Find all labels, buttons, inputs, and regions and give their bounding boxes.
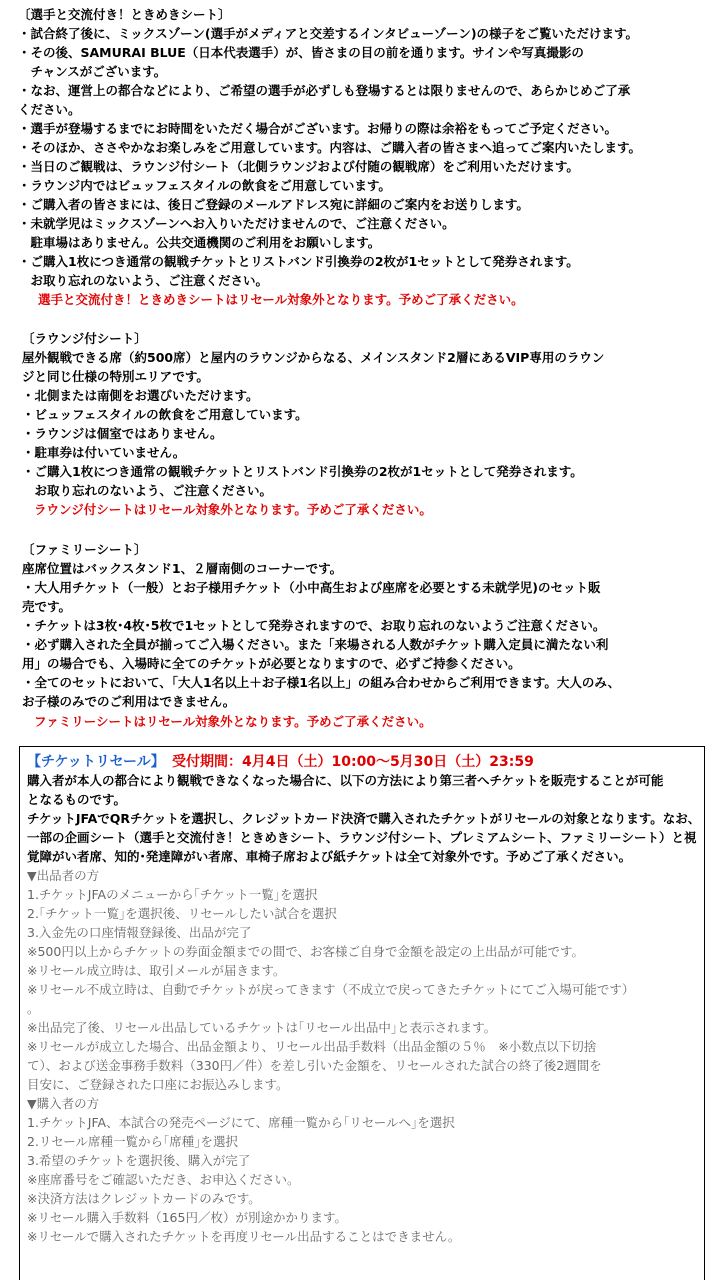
note-line: 目安に、ご登録された口座にお振込みします。 bbox=[27, 1077, 289, 1092]
text-line: ・未就学児はミックスゾーンへお入りいただけませんので、ご注意ください。 bbox=[18, 216, 455, 231]
text-line: ジと同じ仕様の特別エリアです。 bbox=[22, 369, 209, 384]
text-line: ・ご購入1枚につき通常の観戦チケットとリストバンド引換券の2枚が1セットとして発券されます。 bbox=[22, 464, 583, 479]
text-line: ・ご購入者の皆さまには、後日ご登録のメールアドレス宛に詳細のご案内をお送りします。 bbox=[18, 197, 529, 212]
text-line: 駐車場はありません。公共交通機関のご利用をお願いします。 bbox=[18, 235, 381, 250]
section-heading: 〔選手と交流付き！ときめきシート〕 bbox=[18, 7, 231, 22]
note-line: ※リセールが成立した場合、出品金額より、リセール出品手数料（出品金額の５％ ※小数点以下切捨 bbox=[27, 1039, 597, 1054]
note-line: ※リセール成立時は、取引メールが届きます。 bbox=[27, 963, 286, 978]
note-line: て）、および送金事務手数料（330円／件）を差し引いた金額を、リセールされた試合の終了後2週間を bbox=[27, 1058, 602, 1073]
text-line: 座席位置はバックスタンド1、２層南側のコーナーです。 bbox=[22, 561, 343, 576]
text-line: チャンスがございます。 bbox=[18, 64, 167, 79]
text-line: ください。 bbox=[18, 102, 81, 117]
seller-heading: ▼出品者の方 bbox=[27, 868, 100, 883]
note-line: ※座席番号をご確認いただき、お申込ください。 bbox=[27, 1172, 300, 1187]
note-line: ※リセール不成立時は、自動でチケットが戻ってきます（不成立で戻ってきたチケットにてご入場可能です） bbox=[27, 982, 635, 997]
step-line: 3.入金先の口座情報登録後、出品が完了 bbox=[27, 925, 252, 940]
note-line: ※リセール購入手数料（165円／枚）が別途かかります。 bbox=[27, 1210, 347, 1225]
text-line: お子様のみでのご利用はできません。 bbox=[22, 694, 236, 709]
text-line: ・ラウンジは個室ではありません。 bbox=[22, 426, 223, 441]
text-line: ・なお、運営上の都合などにより、ご希望の選手が必ずしも登場するとは限りませんので、あらかじめご了承 bbox=[18, 83, 631, 98]
text-line: ・ご購入1枚につき通常の観戦チケットとリストバンド引換券の2枚が1セットとして発券されます。 bbox=[18, 254, 579, 269]
buyer-heading: ▼購入者の方 bbox=[27, 1096, 100, 1111]
text-line: となるものです。 bbox=[27, 792, 127, 807]
note-line: ※リセールで購入されたチケットを再度リセール出品することはできません。 bbox=[27, 1229, 461, 1244]
step-line: 1.チケットJFA、本試合の発売ページにて、席種一覧から｢リセールへ｣を選択 bbox=[27, 1115, 455, 1130]
resale-exclusion-note: ファミリーシートはリセール対象外となります。予めご了承ください。 bbox=[34, 714, 432, 729]
text-line: 屋外観戦できる席（約500席）と屋内のラウンジからなる、メインスタンド2層にあるVIP専用のラウン bbox=[22, 350, 605, 365]
text-line: ・ラウンジ内ではビュッフェスタイルの飲食をご用意しています。 bbox=[18, 178, 391, 193]
text-line: お取り忘れのないよう、ご注意ください。 bbox=[22, 483, 273, 498]
step-line: 1.チケットJFAのメニューから｢チケット一覧｣を選択 bbox=[27, 887, 318, 902]
text-line: チケットJFAでQRチケットを選択し、クレジットカード決済で購入されたチケットがリセールの対象となります。なお、 bbox=[27, 811, 701, 826]
text-line: ・北側または南側をお選びいただけます。 bbox=[22, 388, 259, 403]
step-line: 2.｢チケット一覧｣を選択後、リセールしたい試合を選択 bbox=[27, 906, 337, 921]
resale-period: 受付期間：4月4日（土）10:00～5月30日（土）23:59 bbox=[172, 754, 534, 770]
text-line: ・必ず購入された全員が揃ってご入場ください。また「来場される人数がチケット購入定員に満たない利 bbox=[22, 637, 609, 652]
step-line: 3.希望のチケットを選択後、購入が完了 bbox=[27, 1153, 251, 1168]
resale-title: 【チケットリセール】 bbox=[27, 754, 165, 770]
step-line: 2.リセール席種一覧から｢席種｣を選択 bbox=[27, 1134, 239, 1149]
section-heading: 〔ラウンジ付シート〕 bbox=[22, 331, 147, 346]
resale-exclusion-note: 選手と交流付き！ときめきシートはリセール対象外となります。予めご了承ください。 bbox=[38, 292, 524, 307]
text-line: 一部の企画シート（選手と交流付き！ときめきシート、ラウンジ付シート、プレミアムシート、ファミリーシート）と視 bbox=[27, 830, 697, 845]
note-line: ※出品完了後、リセール出品しているチケットは｢リセール出品中｣と表示されます。 bbox=[27, 1020, 497, 1035]
text-line: ・当日のご観戦は、ラウンジ付シート（北側ラウンジおよび付随の観戦席）をご利用いただけます。 bbox=[18, 159, 579, 174]
text-line: 購入者が本人の都合により観戦できなくなった場合に、以下の方法により第三者へチケットを販売することが可能 bbox=[27, 773, 664, 788]
section-heading: 〔ファミリーシート〕 bbox=[22, 542, 147, 557]
text-line: ・ビュッフェスタイルの飲食をご用意しています。 bbox=[22, 407, 308, 422]
text-line: 売です。 bbox=[22, 599, 72, 614]
text-line: お取り忘れのないよう、ご注意ください。 bbox=[18, 273, 269, 288]
text-line: ・選手が登場するまでにお時間をいただく場合がございます。お帰りの際は余裕をもってご予定ください。 bbox=[18, 121, 618, 136]
resale-exclusion-note: ラウンジ付シートはリセール対象外となります。予めご了承ください。 bbox=[34, 502, 432, 517]
text-line: ・その後、SAMURAI BLUE（日本代表選手）が、皆さまの目の前を通ります。サインや写真撮影の bbox=[18, 45, 584, 60]
text-line: ・全てのセットにおいて、「大人1名以上＋お子様1名以上」の組み合わせからご利用できます。大人のみ、 bbox=[22, 675, 621, 690]
text-line: ・大人用チケット（一般）とお子様用チケット（小中高生および座席を必要とする未就学児)のセット販 bbox=[22, 580, 601, 595]
note-line: 。 bbox=[27, 1001, 40, 1016]
note-line: ※決済方法はクレジットカードのみです。 bbox=[27, 1191, 261, 1206]
text-line: ・試合終了後に、ミックスゾーン(選手がメディアと交差するインタビューゾーン)の様子をご覧いただけます。 bbox=[18, 26, 639, 41]
text-line: ・チケットは3枚･4枚･5枚で1セットとして発券されますので、お取り忘れのないようご注意ください。 bbox=[22, 618, 606, 633]
text-line: 覚障がい者席、知的･発達障がい者席、車椅子席および紙チケットは全て対象外です。予めご了承ください。 bbox=[27, 849, 632, 864]
text-line: 用」の場合でも、入場時に全てのチケットが必要となりますので、必ずご持参ください。 bbox=[22, 656, 521, 671]
text-line: ・そのほか、ささやかなお楽しみをご用意しています。内容は、ご購入者の皆さまへ追ってご案内いたします。 bbox=[18, 140, 642, 155]
text-line: ・駐車券は付いていません。 bbox=[22, 445, 186, 460]
note-line: ※500円以上からチケットの券面金額までの間で、お客様ご自身で金額を設定の上出品が可能です。 bbox=[27, 944, 584, 959]
